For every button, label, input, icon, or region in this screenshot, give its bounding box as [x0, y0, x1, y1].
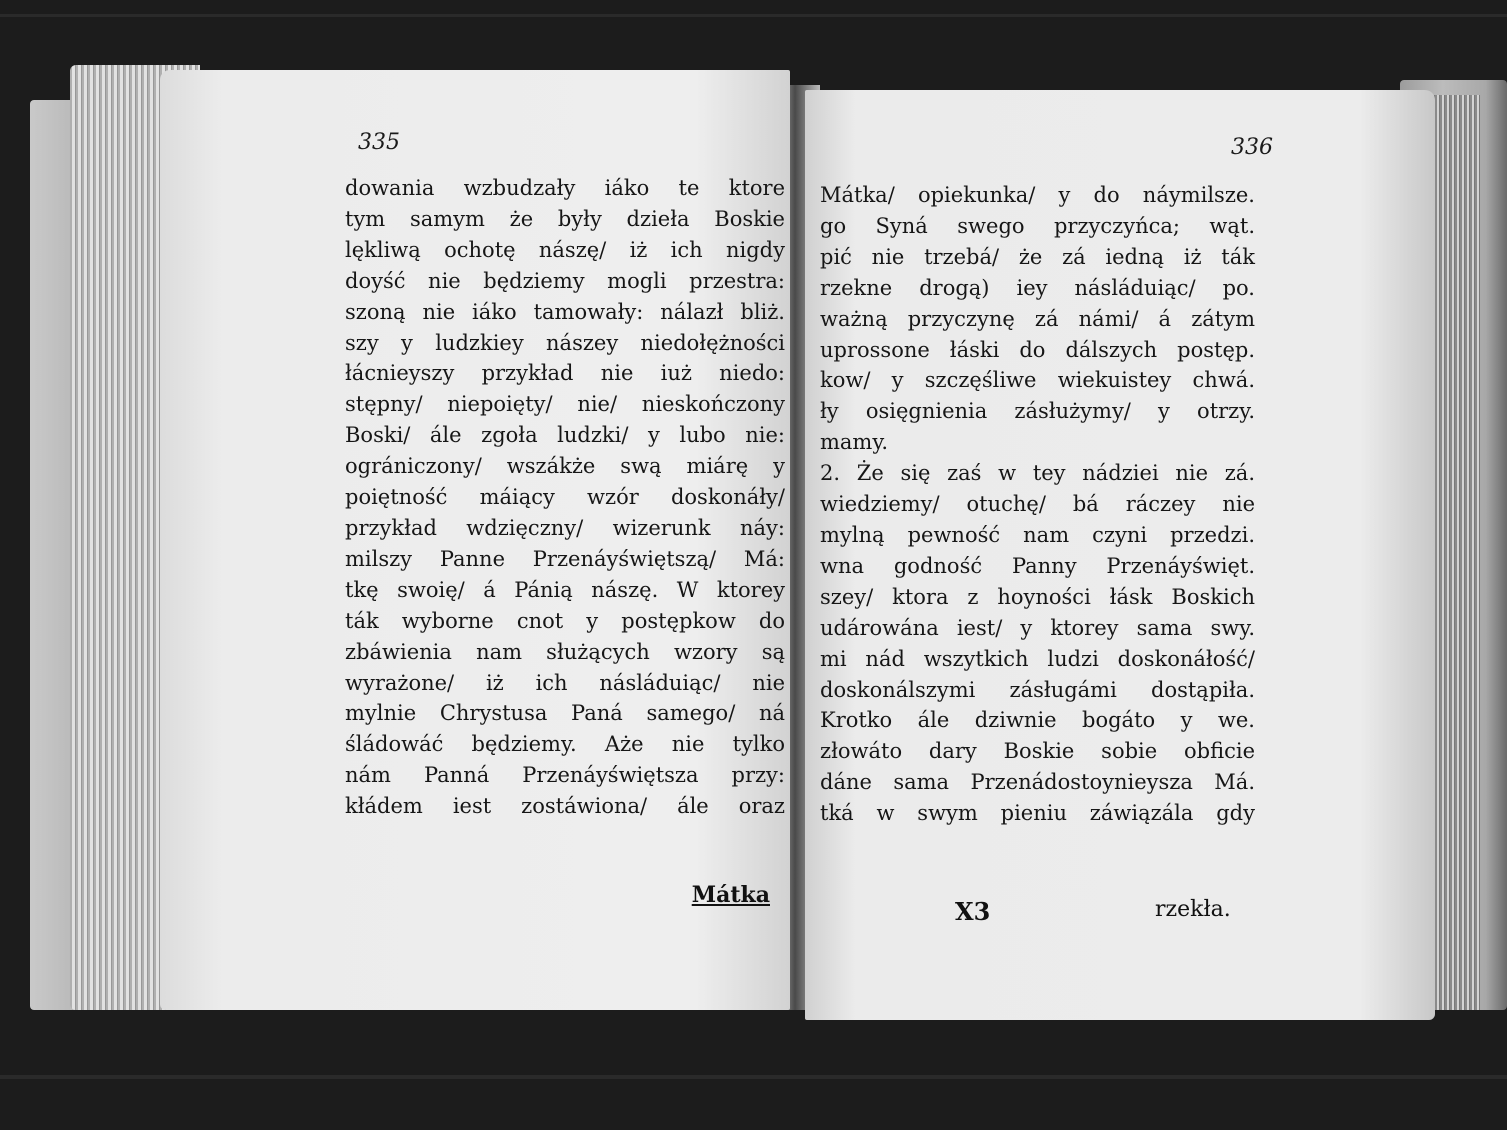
text-line: szy y ludzkiey nászey niedołężności	[345, 330, 785, 355]
text-line: nám Panná Przenáyświętsza przy:	[345, 763, 785, 788]
text-line: dowania wzbudzały iáko te ktore	[345, 176, 785, 200]
text-line: dáne sama Przenádostoynieysza Má.	[820, 770, 1255, 795]
text-line: mylną pewność nam czyni przedzi.	[820, 522, 1255, 547]
page-number: 336	[1231, 135, 1273, 160]
text-line: wyrażone/ iż ich násláduiąc/ nie	[345, 670, 785, 695]
text-line: ły osięgnienia zásłużymy/ y otrzy.	[820, 399, 1255, 424]
text-line: złowáto dary Boskie sobie obficie	[820, 739, 1255, 764]
text-line: Krotko ále dziwnie bogáto y we.	[820, 708, 1255, 733]
text-line: rzekne drogą) iey násláduiąc/ po.	[820, 275, 1255, 300]
text-line: doyść nie będziemy mogli przestra:	[345, 268, 785, 293]
text-line: wna godność Panny Przenáyświęt.	[820, 553, 1255, 578]
text-line: ważną przyczynę zá námi/ á zátym	[820, 306, 1255, 331]
text-line: stępny/ niepoięty/ nie/ nieskończony	[345, 392, 785, 417]
printer-signature-mark: X3	[955, 897, 991, 926]
text-line: go Syná swego przyczyńca; wąt.	[820, 213, 1255, 238]
text-line: ták wyborne cnot y postępkow do	[345, 608, 785, 633]
page-text	[820, 180, 1255, 829]
text-line: pić nie trzebá/ że zá iedną iż ták	[820, 244, 1255, 269]
text-line: milszy Panne Przenáyświętszą/ Má:	[345, 546, 785, 571]
page-text	[345, 173, 785, 822]
text-line: przykład wdzięczny/ wizerunk náy:	[345, 515, 785, 540]
text-line: doskonálszymi zásługámi dostąpiła.	[820, 677, 1255, 702]
text-line: tkę swoię/ á Pánią nászę. W ktorey	[345, 577, 785, 602]
text-line: poiętność máiący wzór doskonáły/	[345, 485, 785, 510]
text-line: kow/ y szczęśliwe wiekuistey chwá.	[820, 368, 1255, 393]
text-line: zbáwienia nam służących wzory są	[345, 639, 785, 664]
text-line: śládowáć będziemy. Aże nie tylko	[345, 732, 785, 757]
left-page	[160, 70, 790, 1010]
catchword: rzekła.	[1155, 897, 1231, 922]
text-line: Mátka/ opiekunka/ y do náymilsze.	[820, 183, 1255, 207]
text-line: tká w swym pieniu záwiązála gdy	[820, 801, 1255, 826]
text-line: łácnieyszy przykład nie iuż niedo:	[345, 361, 785, 386]
page-number: 335	[358, 130, 400, 155]
text-line: kłádem iest zostáwiona/ ále oraz	[345, 794, 785, 819]
text-line: uprossone łáski do dálszych postęp.	[820, 337, 1255, 362]
text-line: lękliwą ochotę nászę/ iż ich nigdy	[345, 237, 785, 262]
text-line: szey/ ktora z hoyności łásk Boskich	[820, 584, 1255, 609]
text-line: wiedziemy/ otuchę/ bá ráczey nie	[820, 492, 1255, 517]
text-line: mi nád wszytkich ludzi doskonáłość/	[820, 646, 1255, 671]
text-line: mamy.	[820, 430, 889, 455]
text-line: tym samym że były dzieła Boskie	[345, 206, 785, 231]
text-line: 2. Że się zaś w tey nádziei nie zá.	[820, 461, 1255, 486]
right-page	[805, 90, 1435, 1020]
text-line: Boski/ ále zgoła ludzki/ y lubo nie:	[345, 423, 785, 448]
text-line: udárowána iest/ y ktorey sama swy.	[820, 615, 1255, 640]
text-line: ográniczony/ wszákże swą miárę y	[345, 454, 785, 479]
text-line: szoną nie iáko tamowały: nálazł bliż.	[345, 299, 785, 324]
catchword: Mátka	[691, 882, 770, 908]
text-line: mylnie Chrystusa Paná samego/ ná	[345, 701, 785, 726]
